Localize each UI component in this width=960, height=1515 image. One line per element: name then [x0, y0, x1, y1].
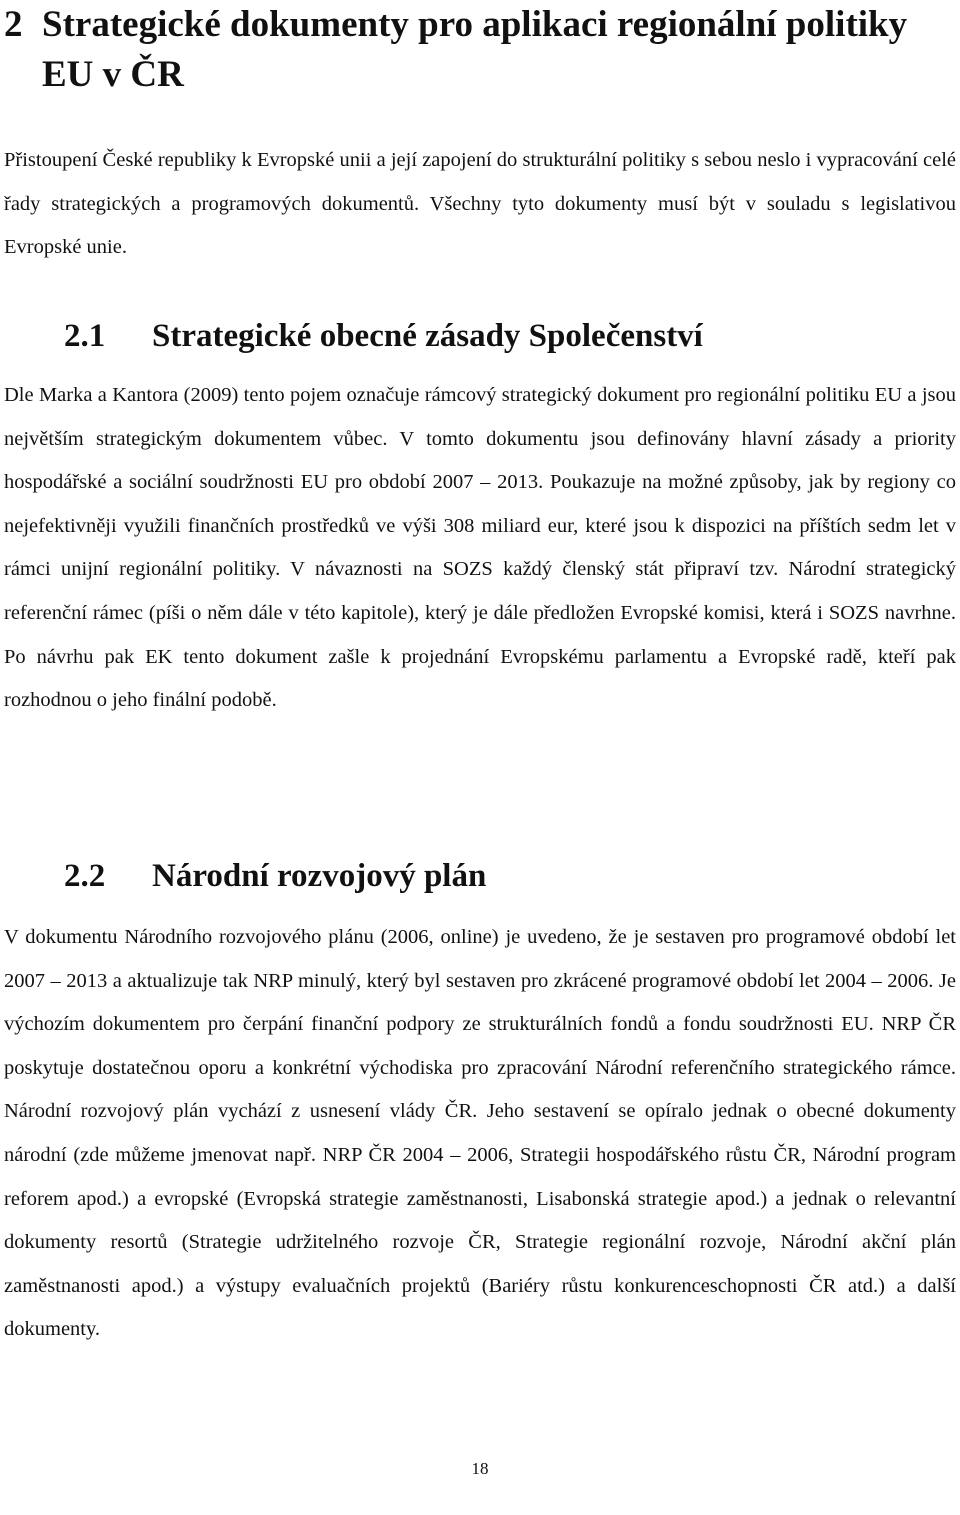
intro-paragraph: Přistoupení České republiky k Evropské unii a její zapojení do strukturální politiky s sebou neslo i vypracování celé řady strategických a programových dokumentů. Všechny tyto dokumenty musí být v souladu s legislativou Evropské unie. — [4, 149, 956, 258]
section-2-2-heading-text: Národní rozvojový plán — [152, 858, 487, 894]
section-2-1-paragraph: Dle Marka a Kantora (2009) tento pojem označuje rámcový strategický dokument pro regionální politiku EU a jsou největším strategickým dokumentem vůbec. V tomto dokumentu jsou definovány hlavní zásady a priority hospodářské a sociální soudržnosti EU pro období 2007 – 2013. Poukazuje na možné způsoby, jak by regiony co nejefektivněji využili finančních prostředků ve výši 308 miliard eur, které jsou k dispozici na příštích sedm let v rámci unijní regionální politiky. V návaznosti na SOZS každý členský stát připraví tzv. Národní strategický referenční rámec (píši o něm dále v této kapitole), který je dále předložen Evropské komisi, která i SOZS navrhne. Po návrhu pak EK tento dokument zašle k projednání Evropskému parlamentu a Evropské radě, kteří pak rozhodnou o jeho finální podobě. — [4, 384, 956, 712]
section-2-1-title — [64, 316, 703, 356]
section-2-1-heading-text: Strategické obecné zásady Společenství — [152, 318, 703, 354]
chapter-title — [4, 0, 944, 100]
section-2-1-number: 2.1 — [64, 318, 106, 354]
section-2-2-number: 2.2 — [64, 858, 106, 894]
chapter-heading-text: Strategické dokumenty pro aplikaci regionální politiky EU v ČR — [42, 4, 908, 95]
section-2-2-paragraph: V dokumentu Národního rozvojového plánu (2006, online) je uvedeno, že je sestaven pro programové období let 2007 – 2013 a aktualizuje tak NRP minulý, který byl sestaven pro zkrácené programové období let 2004 – 2006. Je výchozím dokumentem pro čerpání finanční podpory ze strukturálních fondů a fondu soudržnosti EU. NRP ČR poskytuje dostatečnou oporu a konkrétní východiska pro zpracování Národní referenčního strategického rámce. Národní rozvojový plán vychází z usnesení vlády ČR. Jeho sestavení se opíralo jednak o obecné dokumenty národní (zde můžeme jmenovat např. NRP ČR 2004 – 2006, Strategii hospodářského růstu ČR, Národní program reforem apod.) a evropské (Evropská strategie zaměstnanosti, Lisabonská strategie apod.) a jednak o relevantní dokumenty resortů (Strategie udržitelného rozvoje ČR, Strategie regionální rozvoje, Národní akční plán zaměstnanosti apod.) a výstupy evaluačních projektů (Bariéry růstu konkurenceschopnosti ČR atd.) a další dokumenty. — [4, 926, 956, 1341]
section-2-2-title — [64, 856, 486, 896]
page-number: 18 — [471, 1459, 489, 1478]
chapter-number: 2 — [4, 4, 23, 45]
